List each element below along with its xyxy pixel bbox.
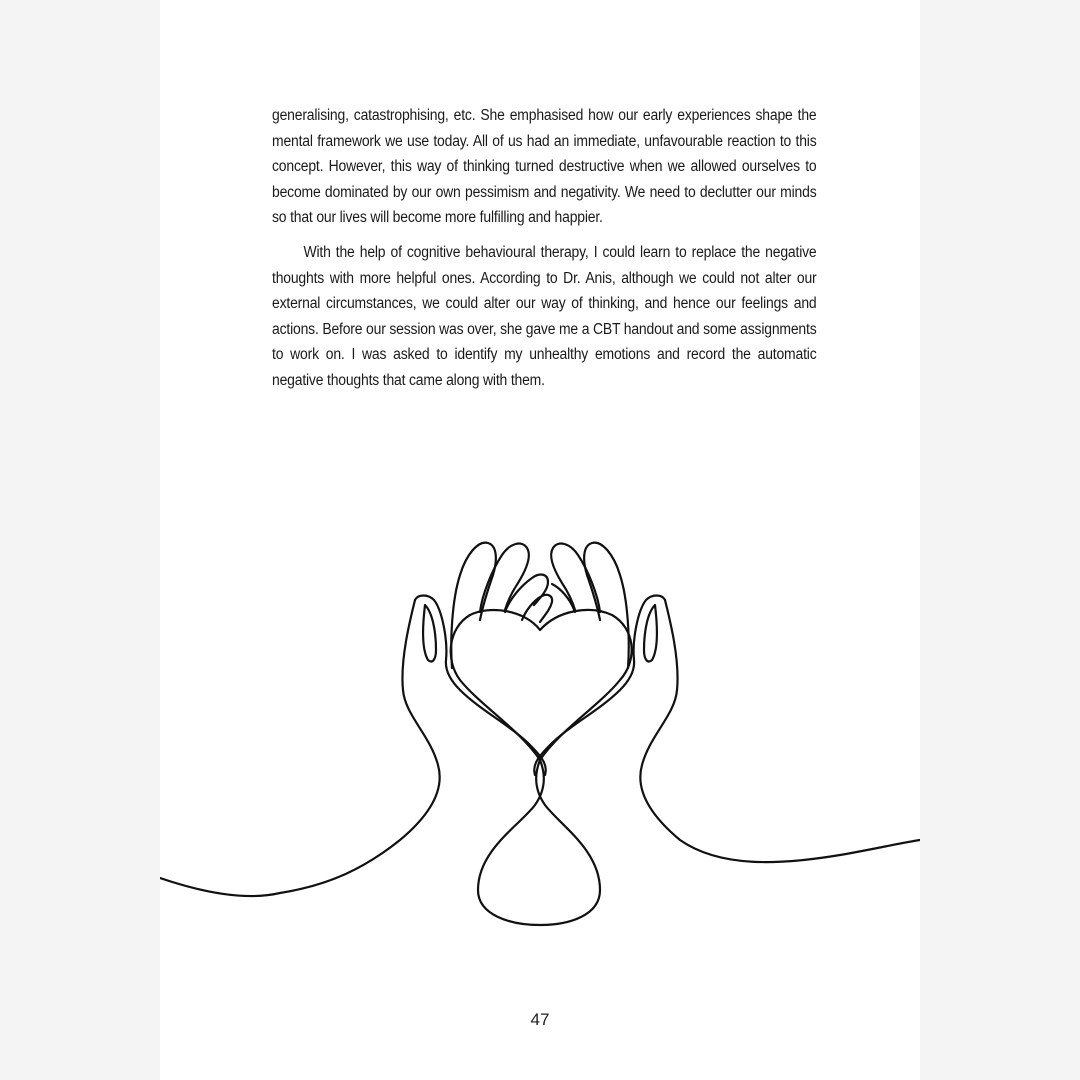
right-thumb [644,605,657,662]
body-text [272,103,817,403]
left-finger-1 [451,543,496,668]
right-arm-line [640,600,920,862]
right-finger-2 [551,544,600,612]
left-arm-line [160,600,440,896]
left-finger-2 [480,544,529,612]
paragraph-1: generalising, catastrophising, etc. She emphasised how our early experiences shape the mental framework we use today. All of us had an immediate, unfavourable reaction to this concept. However, this way of thinking turned destructive when we allowed ourselves to become dominated by our own pessimism and negativity. We need to declutter our minds so that our lives will become more fulfilling and happier. [272,107,817,227]
right-finger-1 [584,543,629,668]
left-hand-outline [415,596,546,776]
book-page [160,0,920,1080]
right-hand-outline [534,596,665,776]
hands-holding-heart-icon [160,520,920,940]
heart-outline [451,610,632,760]
lower-loop [478,760,600,925]
page-number: 47 [530,1010,550,1029]
paragraph-2: With the help of cognitive behavioural therapy, I could learn to replace the negative thoughts with more helpful ones. According to Dr. Anis, although we could not alter our external circumstances, we could alter our way of thinking, and hence our feelings and actions. Before our session was over, she gave me a CBT handout and some assignments to work on. I was asked to identify my unhealthy emotions and record the automatic negative thoughts that came along with them. [272,243,817,389]
left-thumb [423,605,436,662]
